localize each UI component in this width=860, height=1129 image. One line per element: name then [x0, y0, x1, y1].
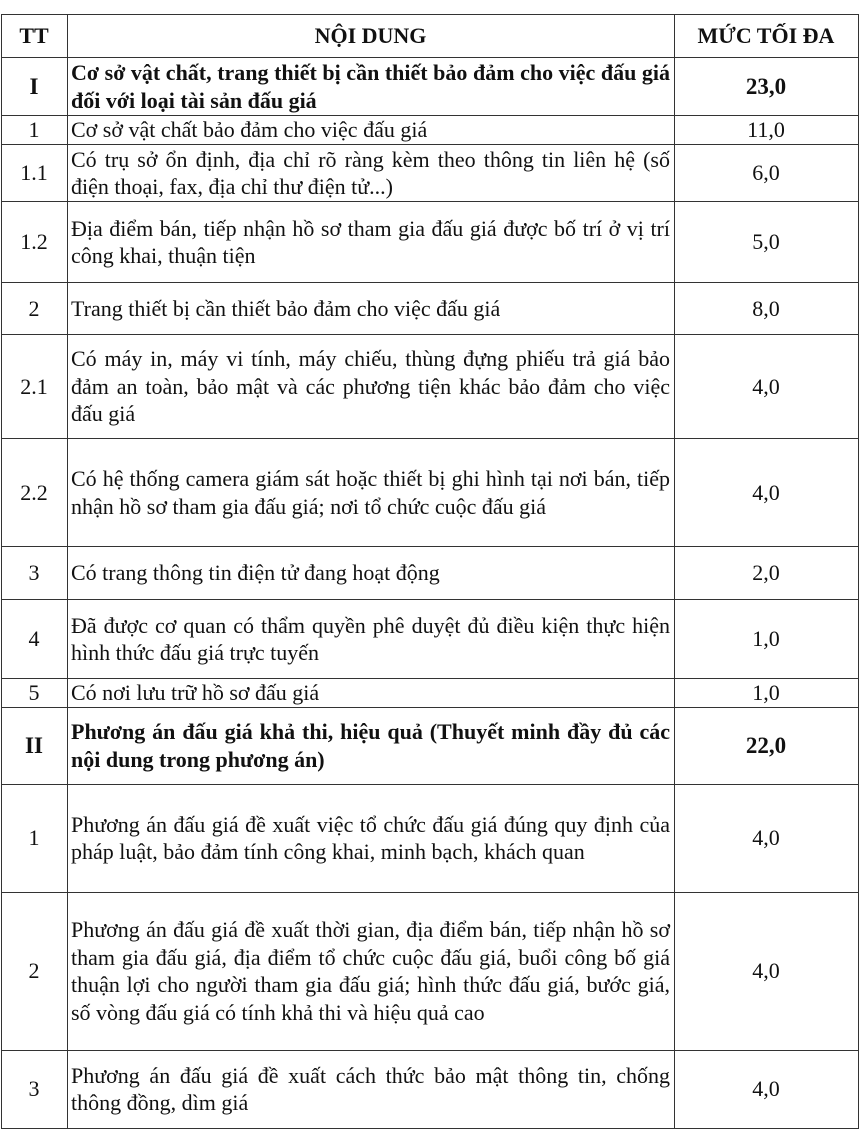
row-index: 1.1: [2, 145, 68, 202]
row-content: Địa điểm bán, tiếp nhận hồ sơ tham gia đấu giá được bố trí ở vị trí công khai, thuận tiện: [68, 202, 675, 283]
header-content: NỘI DUNG: [68, 15, 675, 58]
row-max-score: 8,0: [675, 283, 859, 335]
row-index: 1: [2, 116, 68, 145]
table-row-section: [2, 707, 859, 784]
row-content: Cơ sở vật chất bảo đảm cho việc đấu giá: [68, 116, 675, 145]
row-index: 2: [2, 283, 68, 335]
row-content: Có trụ sở ổn định, địa chỉ rõ ràng kèm theo thông tin liên hệ (số điện thoại, fax, địa chỉ thư điện tử...): [68, 145, 675, 202]
row-max-score: 1,0: [675, 600, 859, 679]
row-max-score: 4,0: [675, 439, 859, 547]
row-index: 2.1: [2, 335, 68, 439]
row-max-score: 2,0: [675, 547, 859, 600]
table-row: [2, 784, 859, 892]
table-row: [2, 335, 859, 439]
row-content: Có nơi lưu trữ hồ sơ đấu giá: [68, 679, 675, 708]
row-content: Phương án đấu giá khả thi, hiệu quả (Thuyết minh đầy đủ các nội dung trong phương án): [68, 707, 675, 784]
row-index: 1: [2, 784, 68, 892]
row-max-score: 4,0: [675, 335, 859, 439]
table-row: [2, 679, 859, 708]
row-index: 3: [2, 547, 68, 600]
row-max-score: 1,0: [675, 679, 859, 708]
row-content: Phương án đấu giá đề xuất thời gian, địa điểm bán, tiếp nhận hồ sơ tham gia đấu giá, địa điểm tổ chức cuộc đấu giá, buổi công bố giá thuận lợi cho người tham gia đấu giá; hình thức đấu giá, bước giá, số vòng đấu giá có tính khả thi và hiệu quả cao: [68, 892, 675, 1050]
row-max-score: 23,0: [675, 58, 859, 116]
row-index: 2.2: [2, 439, 68, 547]
row-max-score: 11,0: [675, 116, 859, 145]
row-index: 4: [2, 600, 68, 679]
row-max-score: 6,0: [675, 145, 859, 202]
header-max-score: MỨC TỐI ĐA: [675, 15, 859, 58]
row-index: 2: [2, 892, 68, 1050]
table-row: [2, 283, 859, 335]
table-row: [2, 439, 859, 547]
row-content: Có trang thông tin điện tử đang hoạt động: [68, 547, 675, 600]
row-index: 3: [2, 1050, 68, 1128]
row-max-score: 5,0: [675, 202, 859, 283]
table-row: [2, 145, 859, 202]
row-content: Có máy in, máy vi tính, máy chiếu, thùng đựng phiếu trả giá bảo đảm an toàn, bảo mật và các phương tiện khác bảo đảm cho việc đấu giá: [68, 335, 675, 439]
row-max-score: 22,0: [675, 707, 859, 784]
row-content: Có hệ thống camera giám sát hoặc thiết bị ghi hình tại nơi bán, tiếp nhận hồ sơ tham gia đấu giá; nơi tổ chức cuộc đấu giá: [68, 439, 675, 547]
table-row-section: [2, 58, 859, 116]
table-row: [2, 892, 859, 1050]
row-content: Cơ sở vật chất, trang thiết bị cần thiết bảo đảm cho việc đấu giá đối với loại tài sản đấu giá: [68, 58, 675, 116]
table-row: [2, 547, 859, 600]
table-row: [2, 1050, 859, 1128]
table-header-row: [2, 15, 859, 58]
row-max-score: 4,0: [675, 1050, 859, 1128]
row-max-score: 4,0: [675, 892, 859, 1050]
row-content: Phương án đấu giá đề xuất việc tổ chức đấu giá đúng quy định của pháp luật, bảo đảm tính công khai, minh bạch, khách quan: [68, 784, 675, 892]
criteria-table: [1, 14, 859, 1129]
row-index: 5: [2, 679, 68, 708]
row-index: 1.2: [2, 202, 68, 283]
row-content: Đã được cơ quan có thẩm quyền phê duyệt đủ điều kiện thực hiện hình thức đấu giá trực tuyến: [68, 600, 675, 679]
row-content: Trang thiết bị cần thiết bảo đảm cho việc đấu giá: [68, 283, 675, 335]
row-index: I: [2, 58, 68, 116]
row-index: II: [2, 707, 68, 784]
table-row: [2, 202, 859, 283]
row-max-score: 4,0: [675, 784, 859, 892]
header-tt: TT: [2, 15, 68, 58]
table-row: [2, 600, 859, 679]
table-row: [2, 116, 859, 145]
row-content: Phương án đấu giá đề xuất cách thức bảo mật thông tin, chống thông đồng, dìm giá: [68, 1050, 675, 1128]
